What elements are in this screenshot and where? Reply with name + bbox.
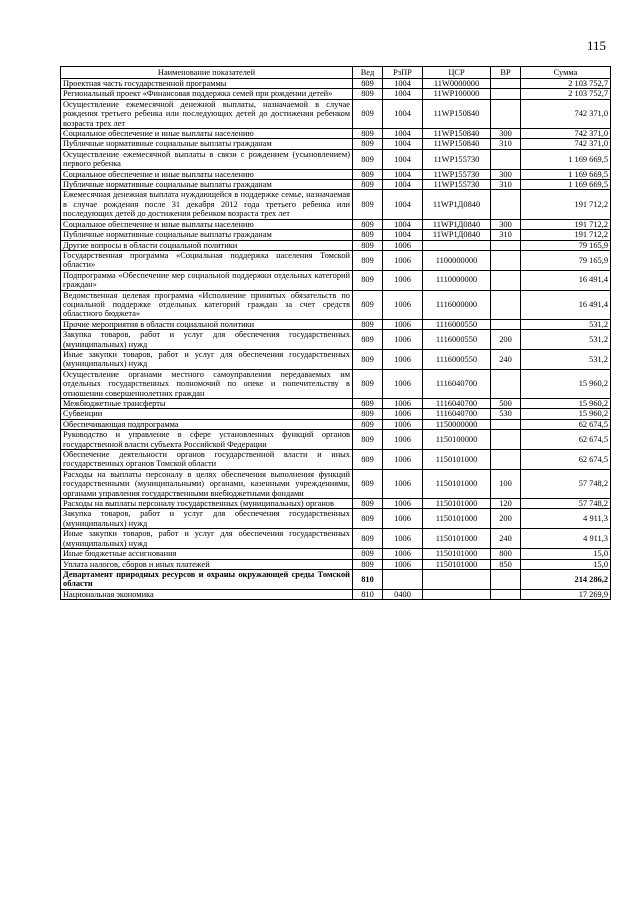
cell-csr: 1150101000	[423, 529, 491, 549]
cell-vr: 120	[491, 499, 521, 509]
cell-ved: 809	[353, 409, 383, 419]
cell-rzpr: 1004	[383, 219, 423, 229]
cell-name: Иные закупки товаров, работ и услуг для обеспечения государственных (муниципальных) нужд	[61, 349, 353, 369]
cell-name: Прочие мероприятия в области социальной политики	[61, 319, 353, 329]
cell-vr: 850	[491, 559, 521, 569]
table-row	[61, 219, 611, 229]
cell-name: Осуществление ежемесячной денежной выплаты, назначаемой в случае рождения третьего ребенка или последующих детей до достижения ребенком возраста трех лет	[61, 99, 353, 128]
header-vr: ВР	[491, 67, 521, 79]
cell-rzpr: 1006	[383, 349, 423, 369]
cell-ved: 809	[353, 399, 383, 409]
cell-csr: 11WP1Д0840	[423, 219, 491, 229]
cell-vr	[491, 79, 521, 89]
table-row	[61, 409, 611, 419]
table-row	[61, 290, 611, 319]
cell-sum: 4 911,3	[521, 529, 611, 549]
cell-sum: 79 165,9	[521, 240, 611, 250]
table-row	[61, 469, 611, 498]
cell-name: Социальное обеспечение и иные выплаты населению	[61, 169, 353, 179]
cell-rzpr: 1006	[383, 450, 423, 470]
cell-rzpr: 1006	[383, 419, 423, 429]
cell-name: Национальная экономика	[61, 589, 353, 599]
header-sum: Сумма	[521, 67, 611, 79]
cell-ved: 809	[353, 290, 383, 319]
cell-csr: 11WP150840	[423, 129, 491, 139]
cell-csr	[423, 589, 491, 599]
cell-rzpr: 1004	[383, 149, 423, 169]
cell-ved: 809	[353, 180, 383, 190]
cell-rzpr: 1006	[383, 509, 423, 529]
cell-csr: 1100000000	[423, 250, 491, 270]
cell-rzpr: 1004	[383, 169, 423, 179]
cell-vr: 240	[491, 349, 521, 369]
cell-sum: 15,0	[521, 559, 611, 569]
cell-csr: 1116000000	[423, 290, 491, 319]
cell-rzpr: 1006	[383, 330, 423, 350]
cell-ved: 809	[353, 89, 383, 99]
cell-ved: 809	[353, 509, 383, 529]
cell-name: Ведомственная целевая программа «Исполнение принятых обязательств по социальной поддержке отдельных категорий граждан за счет средств областного бюджета»	[61, 290, 353, 319]
cell-name: Ежемесячная денежная выплата нуждающейся в поддержке семье, назначаемая в случае рождения после 31 декабря 2012 года третьего ребенка или последующих детей до достижения ребенком возраста трех лет	[61, 190, 353, 219]
cell-rzpr: 1006	[383, 319, 423, 329]
cell-name: Закупка товаров, работ и услуг для обеспечения государственных (муниципальных) нужд	[61, 509, 353, 529]
cell-name: Межбюджетные трансферты	[61, 399, 353, 409]
cell-csr: 11WP150840	[423, 99, 491, 128]
table-row	[61, 270, 611, 290]
cell-sum: 531,2	[521, 330, 611, 350]
cell-rzpr: 0400	[383, 589, 423, 599]
table-row	[61, 399, 611, 409]
cell-vr	[491, 589, 521, 599]
cell-vr: 200	[491, 509, 521, 529]
cell-ved: 809	[353, 79, 383, 89]
cell-sum: 742 371,0	[521, 129, 611, 139]
cell-sum: 17 269,9	[521, 589, 611, 599]
cell-sum: 15 960,2	[521, 399, 611, 409]
cell-name: Осуществление ежемесячной выплаты в связи с рождением (усыновлением) первого ребенка	[61, 149, 353, 169]
cell-ved: 809	[353, 369, 383, 398]
cell-ved: 809	[353, 129, 383, 139]
cell-vr: 310	[491, 180, 521, 190]
cell-csr: 1116040700	[423, 369, 491, 398]
cell-rzpr: 1006	[383, 499, 423, 509]
cell-name: Социальное обеспечение и иные выплаты населению	[61, 219, 353, 229]
header-name: Наименование показателей	[61, 67, 353, 79]
cell-vr	[491, 149, 521, 169]
table-row	[61, 330, 611, 350]
cell-sum: 62 674,5	[521, 430, 611, 450]
cell-csr: 1150101000	[423, 450, 491, 470]
cell-rzpr: 1006	[383, 549, 423, 559]
cell-sum: 742 371,0	[521, 99, 611, 128]
cell-vr: 300	[491, 129, 521, 139]
cell-name: Департамент природных ресурсов и охраны окружающей среды Томской области	[61, 569, 353, 589]
table-row	[61, 529, 611, 549]
cell-csr: 11WP150840	[423, 139, 491, 149]
table-row	[61, 149, 611, 169]
cell-ved: 809	[353, 529, 383, 549]
table-row	[61, 369, 611, 398]
page-number: 115	[586, 38, 606, 53]
cell-csr: 1150101000	[423, 509, 491, 529]
cell-ved: 809	[353, 549, 383, 559]
cell-vr	[491, 190, 521, 219]
table-row	[61, 169, 611, 179]
cell-vr: 300	[491, 219, 521, 229]
cell-name: Закупка товаров, работ и услуг для обеспечения государственных (муниципальных) нужд	[61, 330, 353, 350]
table-row	[61, 319, 611, 329]
header-rzpr: РзПР	[383, 67, 423, 79]
cell-name: Публичные нормативные социальные выплаты гражданам	[61, 180, 353, 190]
table-row	[61, 349, 611, 369]
cell-ved: 809	[353, 419, 383, 429]
cell-name: Публичные нормативные социальные выплаты гражданам	[61, 230, 353, 240]
cell-rzpr: 1006	[383, 469, 423, 498]
table-row	[61, 129, 611, 139]
cell-ved: 809	[353, 230, 383, 240]
cell-sum: 79 165,9	[521, 250, 611, 270]
cell-sum: 531,2	[521, 349, 611, 369]
table-row	[61, 240, 611, 250]
cell-sum: 15 960,2	[521, 409, 611, 419]
cell-sum: 15 960,2	[521, 369, 611, 398]
cell-sum: 1 169 669,5	[521, 149, 611, 169]
cell-csr: 1110000000	[423, 270, 491, 290]
cell-ved: 809	[353, 169, 383, 179]
cell-sum: 742 371,0	[521, 139, 611, 149]
table-row	[61, 419, 611, 429]
cell-rzpr: 1004	[383, 99, 423, 128]
cell-name: Расходы на выплаты персоналу в целях обеспечения выполнения функций государственными (муниципальными) органами, казенными учреждениями, органами управления государственными внебюджетными фондами	[61, 469, 353, 498]
cell-ved: 810	[353, 569, 383, 589]
cell-csr: 11WP1Д0840	[423, 190, 491, 219]
cell-vr	[491, 450, 521, 470]
cell-ved: 809	[353, 499, 383, 509]
cell-vr: 310	[491, 230, 521, 240]
cell-vr: 200	[491, 330, 521, 350]
cell-vr: 800	[491, 549, 521, 559]
cell-csr: 11W0000000	[423, 79, 491, 89]
cell-rzpr: 1006	[383, 270, 423, 290]
table-row	[61, 559, 611, 569]
cell-name: Проектная часть государственной программы	[61, 79, 353, 89]
cell-name: Расходы на выплаты персоналу государственных (муниципальных) органов	[61, 499, 353, 509]
table-row	[61, 509, 611, 529]
cell-rzpr: 1006	[383, 430, 423, 450]
cell-sum: 214 286,2	[521, 569, 611, 589]
cell-name: Иные бюджетные ассигнования	[61, 549, 353, 559]
cell-name: Иные закупки товаров, работ и услуг для обеспечения государственных (муниципальных) нужд	[61, 529, 353, 549]
cell-sum: 191 712,2	[521, 219, 611, 229]
table-row	[61, 549, 611, 559]
header-ved: Вед	[353, 67, 383, 79]
table-row	[61, 499, 611, 509]
cell-sum: 4 911,3	[521, 509, 611, 529]
cell-vr	[491, 89, 521, 99]
cell-ved: 809	[353, 430, 383, 450]
cell-rzpr: 1004	[383, 180, 423, 190]
cell-sum: 1 169 669,5	[521, 180, 611, 190]
header-csr: ЦСР	[423, 67, 491, 79]
cell-sum: 15,0	[521, 549, 611, 559]
cell-ved: 809	[353, 349, 383, 369]
cell-csr	[423, 569, 491, 589]
cell-csr: 1116000550	[423, 330, 491, 350]
cell-rzpr: 1004	[383, 79, 423, 89]
cell-rzpr: 1004	[383, 230, 423, 240]
cell-ved: 809	[353, 450, 383, 470]
table-row	[61, 569, 611, 589]
cell-vr	[491, 240, 521, 250]
cell-vr: 530	[491, 409, 521, 419]
cell-name: Региональный проект «Финансовая поддержка семей при рождении детей»	[61, 89, 353, 99]
table-row	[61, 430, 611, 450]
table-row	[61, 589, 611, 599]
cell-ved: 809	[353, 139, 383, 149]
cell-ved: 809	[353, 250, 383, 270]
cell-vr: 310	[491, 139, 521, 149]
cell-ved: 809	[353, 319, 383, 329]
cell-vr: 100	[491, 469, 521, 498]
cell-vr: 300	[491, 169, 521, 179]
cell-csr: 1116040700	[423, 409, 491, 419]
cell-rzpr: 1006	[383, 369, 423, 398]
cell-ved: 809	[353, 559, 383, 569]
table-row	[61, 139, 611, 149]
cell-name: Обеспечение деятельности органов государственной власти и иных государственных органов Томской области	[61, 450, 353, 470]
cell-sum: 57 748,2	[521, 499, 611, 509]
cell-vr	[491, 290, 521, 319]
cell-rzpr: 1004	[383, 139, 423, 149]
table-row	[61, 89, 611, 99]
cell-csr: 1150100000	[423, 430, 491, 450]
cell-csr	[423, 240, 491, 250]
cell-name: Уплата налогов, сборов и иных платежей	[61, 559, 353, 569]
cell-vr	[491, 250, 521, 270]
cell-name: Субвенции	[61, 409, 353, 419]
table-row	[61, 450, 611, 470]
cell-sum: 1 169 669,5	[521, 169, 611, 179]
cell-ved: 809	[353, 270, 383, 290]
cell-csr: 1116040700	[423, 399, 491, 409]
cell-csr: 1116000550	[423, 349, 491, 369]
cell-rzpr: 1006	[383, 559, 423, 569]
cell-vr	[491, 569, 521, 589]
cell-vr	[491, 99, 521, 128]
cell-csr: 11WP100000	[423, 89, 491, 99]
cell-rzpr: 1006	[383, 240, 423, 250]
cell-sum: 2 103 752,7	[521, 79, 611, 89]
cell-sum: 2 103 752,7	[521, 89, 611, 99]
cell-csr: 11WP155730	[423, 180, 491, 190]
cell-rzpr: 1006	[383, 529, 423, 549]
cell-csr: 1150000000	[423, 419, 491, 429]
table-row	[61, 99, 611, 128]
budget-table	[60, 66, 611, 600]
cell-ved: 809	[353, 99, 383, 128]
cell-name: Подпрограмма «Обеспечение мер социальной поддержки отдельных категорий граждан»	[61, 270, 353, 290]
cell-csr: 11WP155730	[423, 149, 491, 169]
cell-csr: 1150101000	[423, 549, 491, 559]
cell-sum: 57 748,2	[521, 469, 611, 498]
cell-csr: 1150101000	[423, 469, 491, 498]
cell-name: Публичные нормативные социальные выплаты гражданам	[61, 139, 353, 149]
cell-vr: 500	[491, 399, 521, 409]
cell-ved: 810	[353, 589, 383, 599]
cell-rzpr	[383, 569, 423, 589]
cell-name: Руководство и управление в сфере установленных функций органов государственной власти субъекта Российской Федерации	[61, 430, 353, 450]
cell-ved: 809	[353, 190, 383, 219]
cell-vr	[491, 270, 521, 290]
cell-sum: 191 712,2	[521, 190, 611, 219]
cell-name: Осуществление органами местного самоуправления передаваемых им отдельных государственных полномочий по опеке и попечительству в отношении совершеннолетних граждан	[61, 369, 353, 398]
cell-ved: 809	[353, 469, 383, 498]
cell-vr	[491, 319, 521, 329]
cell-rzpr: 1006	[383, 250, 423, 270]
cell-sum: 62 674,5	[521, 419, 611, 429]
table-row	[61, 79, 611, 89]
cell-sum: 62 674,5	[521, 450, 611, 470]
cell-name: Социальное обеспечение и иные выплаты населению	[61, 129, 353, 139]
cell-name: Обеспечивающая подпрограмма	[61, 419, 353, 429]
cell-name: Государственная программа «Социальная поддержка населения Томской области»	[61, 250, 353, 270]
cell-vr	[491, 430, 521, 450]
table-row	[61, 230, 611, 240]
cell-rzpr: 1004	[383, 129, 423, 139]
cell-ved: 809	[353, 149, 383, 169]
cell-ved: 809	[353, 240, 383, 250]
cell-rzpr: 1004	[383, 89, 423, 99]
cell-vr: 240	[491, 529, 521, 549]
cell-ved: 809	[353, 330, 383, 350]
table-row	[61, 250, 611, 270]
cell-csr: 1116000550	[423, 319, 491, 329]
table-row	[61, 180, 611, 190]
cell-sum: 16 491,4	[521, 270, 611, 290]
cell-vr	[491, 369, 521, 398]
cell-vr	[491, 419, 521, 429]
cell-csr: 11WP155730	[423, 169, 491, 179]
cell-rzpr: 1006	[383, 290, 423, 319]
cell-sum: 191 712,2	[521, 230, 611, 240]
cell-csr: 1150101000	[423, 499, 491, 509]
cell-name: Другие вопросы в области социальной политики	[61, 240, 353, 250]
cell-sum: 16 491,4	[521, 290, 611, 319]
cell-rzpr: 1006	[383, 409, 423, 419]
cell-rzpr: 1006	[383, 399, 423, 409]
cell-sum: 531,2	[521, 319, 611, 329]
cell-ved: 809	[353, 219, 383, 229]
table-header-row	[61, 67, 611, 79]
table-row	[61, 190, 611, 219]
cell-csr: 11WP1Д0840	[423, 230, 491, 240]
cell-csr: 1150101000	[423, 559, 491, 569]
cell-rzpr: 1004	[383, 190, 423, 219]
